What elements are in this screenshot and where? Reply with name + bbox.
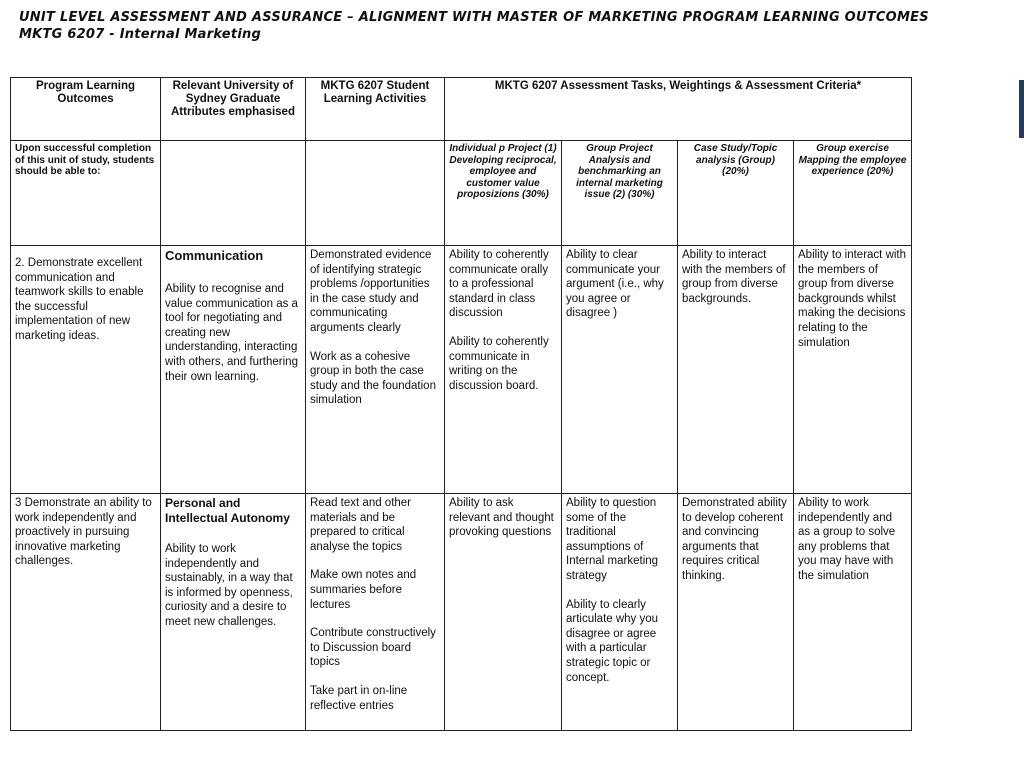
task-3-criteria-cell xyxy=(678,246,794,494)
table-row xyxy=(11,494,912,731)
criteria-item: Ability to clearly articulate why you disagree or agree with a particular strategic topic or concept. xyxy=(566,598,659,684)
assessment-task-2: Group Project Analysis and benchmarking an internal marketing issue (2) (30%) xyxy=(562,141,678,246)
attribute-description: Ability to recognise and value communication as a tool for negotiating and creating new understanding, interacting with others, and furthering their own learning. xyxy=(165,283,298,383)
activities-cell xyxy=(306,246,445,494)
criteria-item: Ability to work independently and as a group to solve any problems that you may have with the simulation xyxy=(798,497,896,582)
criteria-item: Demonstrated ability to develop coherent and convincing arguments that requires critical thinking. xyxy=(682,497,787,582)
attribute-description: Ability to work independently and sustainably, in a way that is informed by openness, curiosity and a desire to meet new challenges. xyxy=(165,543,293,628)
attribute-cell xyxy=(161,494,306,731)
attribute-cell xyxy=(161,246,306,494)
activity-item: Demonstrated evidence of identifying strategic problems /opportunities in the case study and communicating arguments clearly xyxy=(310,249,432,334)
edge-marker xyxy=(1019,80,1024,138)
title-line-2: MKTG 6207 - Internal Marketing xyxy=(19,27,262,42)
attribute-title: Personal and Intellectual Autonomy xyxy=(165,496,290,525)
header-graduate-attributes: Relevant University of Sydney Graduate Attributes emphasised xyxy=(161,78,306,141)
criteria-item: Ability to ask relevant and thought provoking questions xyxy=(449,497,554,539)
task-4-criteria-cell xyxy=(794,494,912,731)
activity-item: Contribute constructively to Discussion board topics xyxy=(310,627,436,669)
alignment-table xyxy=(10,77,912,731)
task-2-criteria-cell xyxy=(562,246,678,494)
subheader-empty-cell xyxy=(306,141,445,246)
subheader-empty-cell xyxy=(161,141,306,246)
criteria-item: Ability to coherently communicate orally to a professional standard in class discussion xyxy=(449,249,549,320)
criteria-item: Ability to coherently communicate in writing on the discussion board. xyxy=(449,335,549,392)
task-1-criteria-cell xyxy=(445,494,562,731)
criteria-item: Ability to interact with the members of group from diverse backgrounds whilst making the decisions relating to the simulation xyxy=(798,249,907,349)
outcome-cell: 2. Demonstrate excellent communication and teamwork skills to enable the successful implementation of new marketing ideas. xyxy=(11,246,161,494)
task-1-criteria-cell xyxy=(445,246,562,494)
activity-item: Read text and other materials and be prepared to critical analyse the topics xyxy=(310,497,412,553)
activity-item: Make own notes and summaries before lectures xyxy=(310,569,417,611)
activity-item: Take part in on-line reflective entries xyxy=(310,684,408,712)
subheader-row xyxy=(11,141,912,246)
task-2-criteria-cell xyxy=(562,494,678,731)
activities-cell xyxy=(306,494,445,731)
criteria-item: Ability to question some of the traditional assumptions of Internal marketing strategy xyxy=(566,497,659,582)
header-row xyxy=(11,78,912,141)
header-program-outcomes: Program Learning Outcomes xyxy=(11,78,161,141)
assessment-task-4: Group exercise Mapping the employee experience (20%) xyxy=(794,141,912,246)
criteria-item: Ability to clear communicate your argument (i.e., why you agree or disagree ) xyxy=(566,249,664,320)
subheader-lead: Upon successful completion of this unit of study, students should be able to: xyxy=(11,141,161,246)
criteria-item: Ability to interact with the members of group from diverse backgrounds. xyxy=(682,249,786,305)
outcome-cell: 3 Demonstrate an ability to work independently and proactively in pursuing innovative marketing challenges. xyxy=(11,494,161,731)
activity-item: Work as a cohesive group in both the case study and the foundation simulation xyxy=(310,350,436,407)
task-4-criteria-cell xyxy=(794,246,912,494)
assessment-task-3: Case Study/Topic analysis (Group) (20%) xyxy=(678,141,794,246)
header-assessment-tasks: MKTG 6207 Assessment Tasks, Weightings & Assessment Criteria* xyxy=(445,78,912,141)
task-3-criteria-cell xyxy=(678,494,794,731)
header-learning-activities: MKTG 6207 Student Learning Activities xyxy=(306,78,445,141)
table-row xyxy=(11,246,912,494)
document-title xyxy=(19,9,929,43)
title-line-1: UNIT LEVEL ASSESSMENT AND ASSURANCE – ALIGNMENT WITH MASTER OF MARKETING PROGRAM LEARNING OUTCOMES xyxy=(19,10,929,25)
assessment-task-1: Individual p Project (1) Developing reciprocal, employee and customer value proposizions (30%) xyxy=(445,141,562,246)
attribute-title: Communication xyxy=(165,248,264,263)
